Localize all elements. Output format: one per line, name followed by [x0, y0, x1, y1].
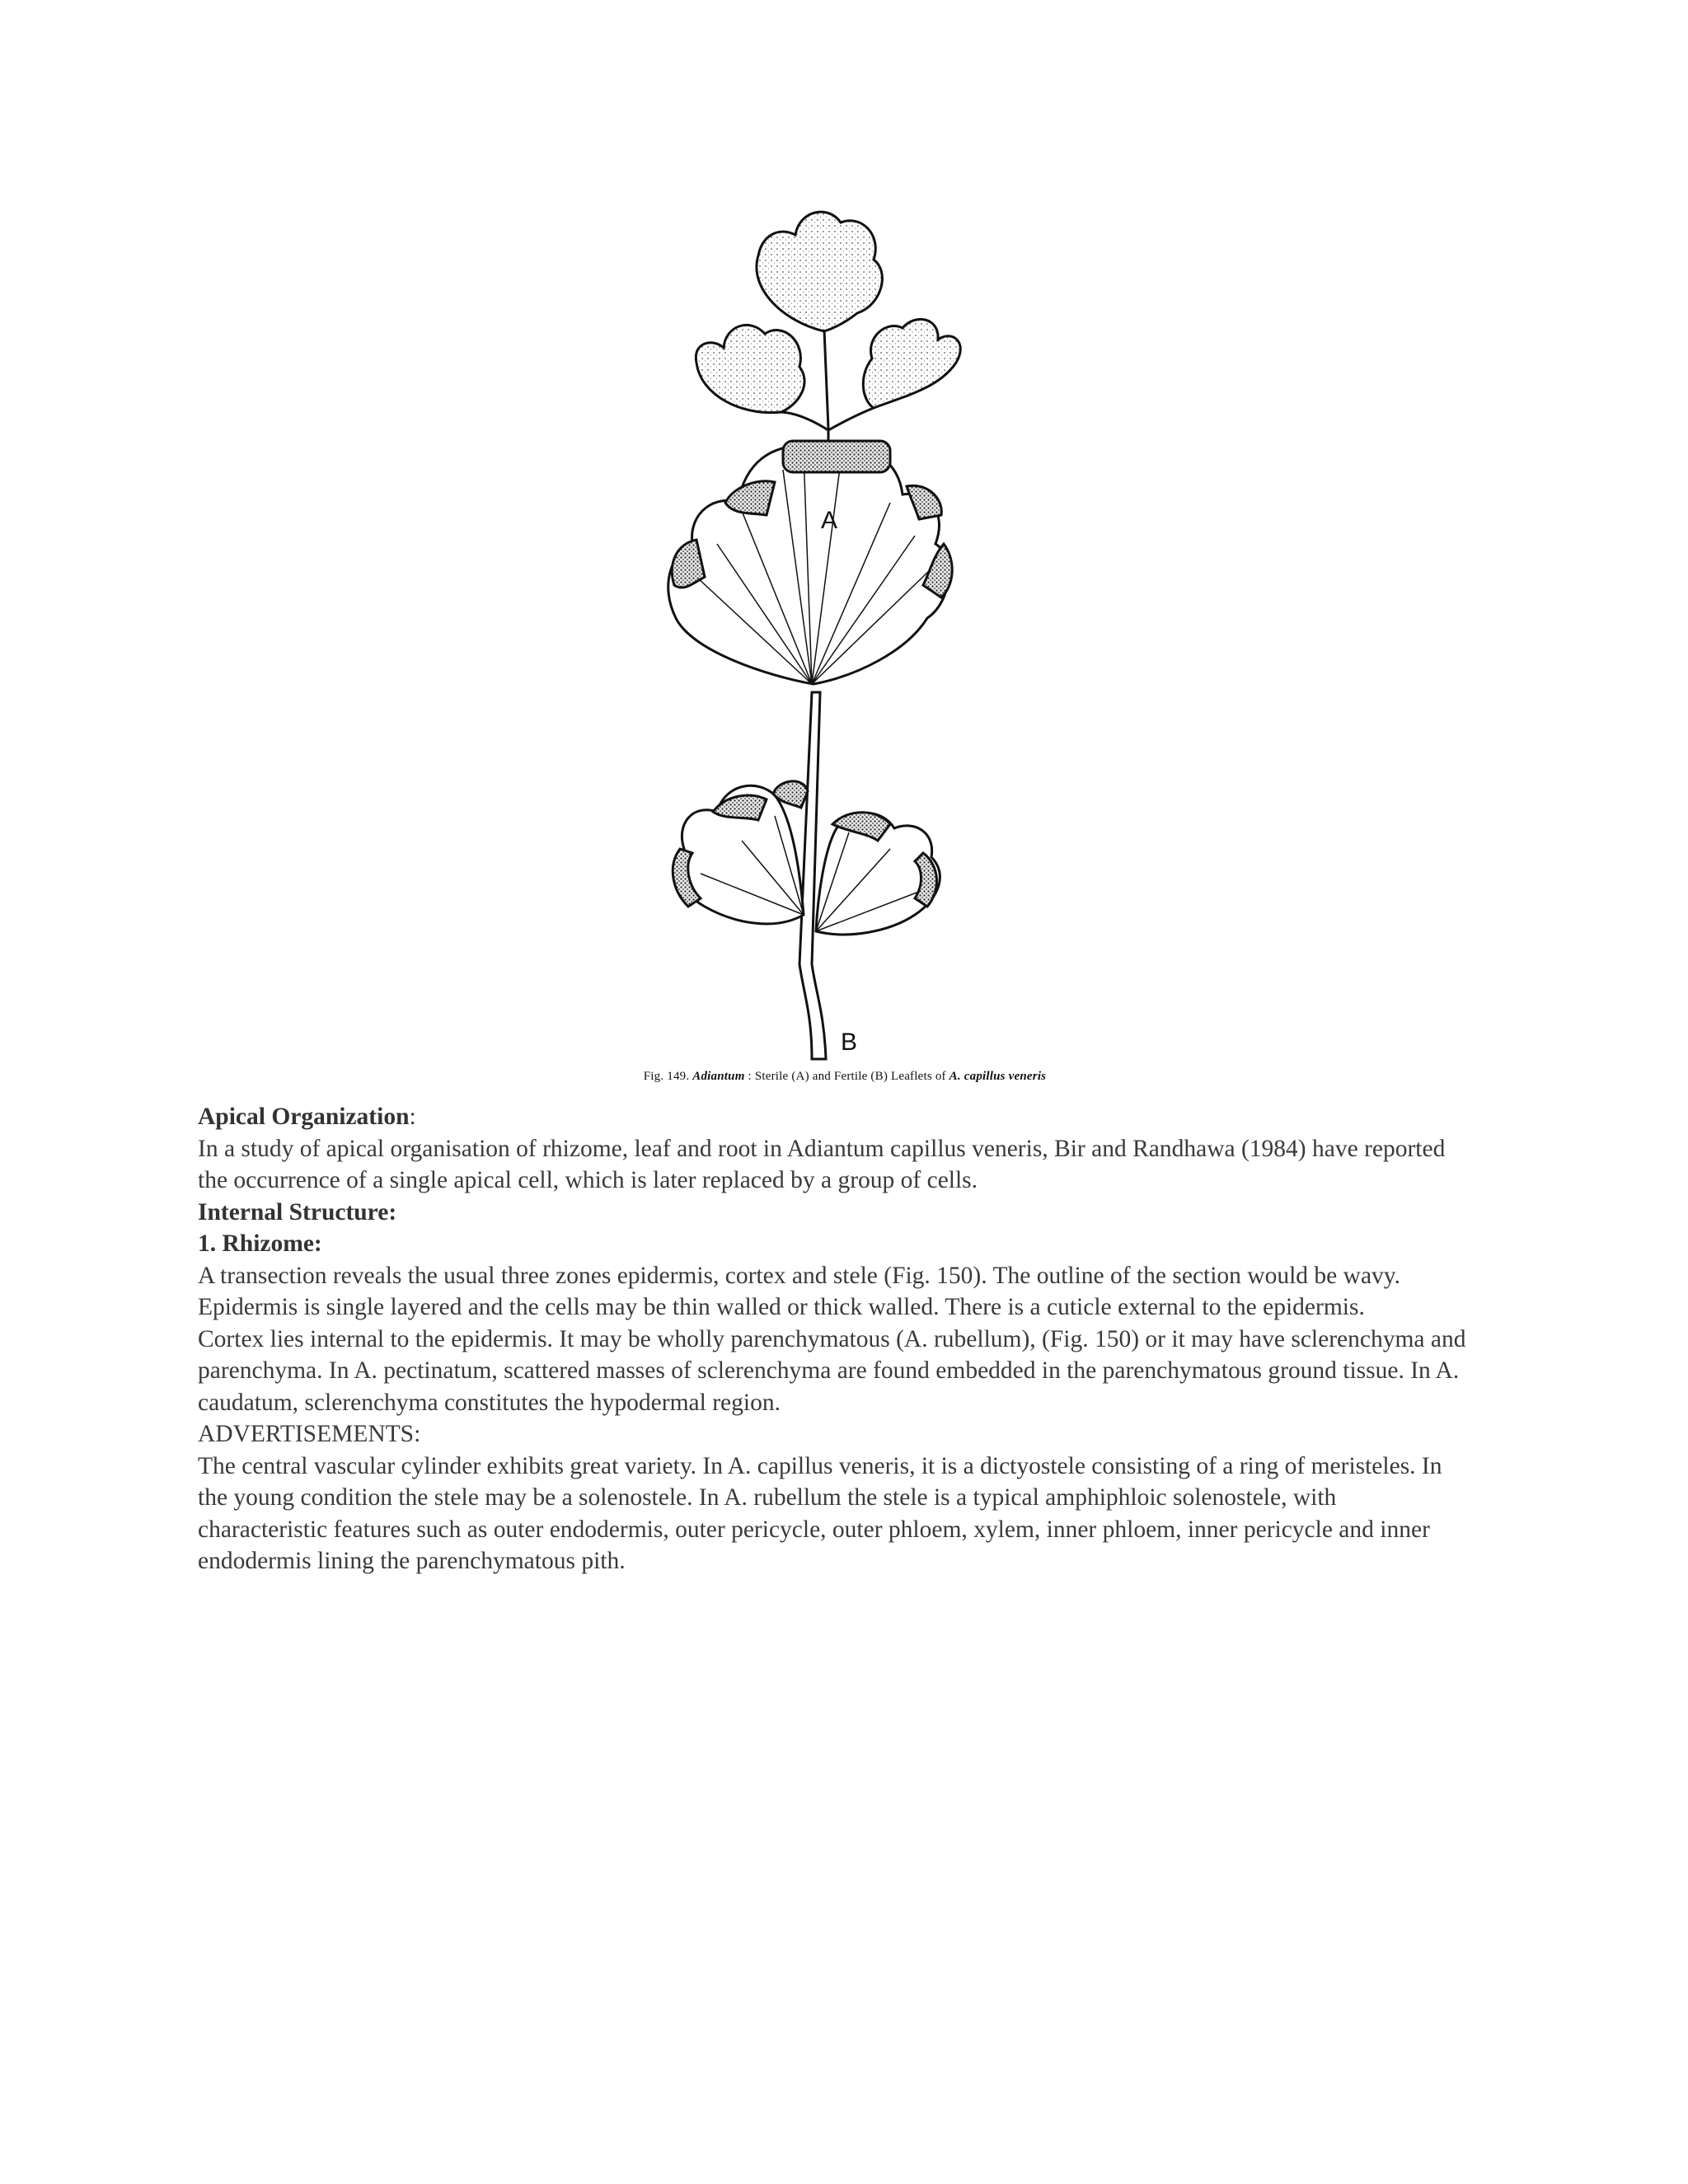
figure-label-b: B — [841, 1029, 858, 1056]
fertile-leaflet-drawing — [668, 441, 952, 1059]
caption-species: A. capillus veneris — [949, 1070, 1047, 1083]
apical-colon: : — [409, 1104, 416, 1130]
rhizome-paragraph-3: The central vascular cylinder exhibits great variety. In A. capillus veneris, it is a dictyostele consisting of a ring of meristeles. In the young condition the stele may be a solenostele. In A. rubellum the stele is a typical amphiphloic solenostele, with characteristic features such as outer endodermis, outer pericycle, outer phloem, xylem, inner phloem, inner pericycle and inner endodermis lining the parenchymatous pith. — [198, 1452, 1442, 1574]
apical-heading: Apical Organization — [198, 1104, 410, 1130]
advertisements-label: ADVERTISEMENTS: — [198, 1421, 421, 1447]
leaflet-illustration — [643, 190, 1030, 1113]
apical-heading-line — [198, 1101, 1467, 1133]
apical-paragraph: In a study of apical organisation of rhizome, leaf and root in Adiantum capillus veneris, Bir and Randhawa (1984) have reported the occurrence of a single apical cell, which is later replaced by a group of cells. — [198, 1135, 1446, 1193]
internal-structure-heading: Internal Structure: — [198, 1198, 397, 1226]
rhizome-heading: 1. Rhizome: — [198, 1230, 322, 1257]
caption-prefix: Fig. 149. — [643, 1070, 690, 1083]
rhizome-paragraph-1: A transection reveals the usual three zones epidermis, cortex and stele (Fig. 150). The outline of the section would be wavy. Epidermis is single layered and the cells may be thin walled or thick walled. There is a cuticle external to the epidermis. — [198, 1262, 1401, 1320]
rhizome-paragraph-2: Cortex lies internal to the epidermis. It may be wholly parenchymatous (A. rubellum), (Fig. 150) or it may have sclerenchyma and parenchyma. In A. pectinatum, scattered masses of sclerenchyma are found embedded in the parenchymatous ground tissue. In A. caudatum, sclerenchyma constitutes the hypodermal region. — [198, 1325, 1466, 1416]
caption-middle: : Sterile (A) and Fertile (B) Leaflets of — [748, 1070, 946, 1083]
article-body — [198, 1101, 1467, 1577]
fern-leaflet-figure — [643, 190, 1030, 1113]
figure-label-a: A — [821, 507, 838, 534]
caption-genus: Adiantum — [692, 1070, 745, 1083]
figure-caption — [412, 1070, 1278, 1084]
